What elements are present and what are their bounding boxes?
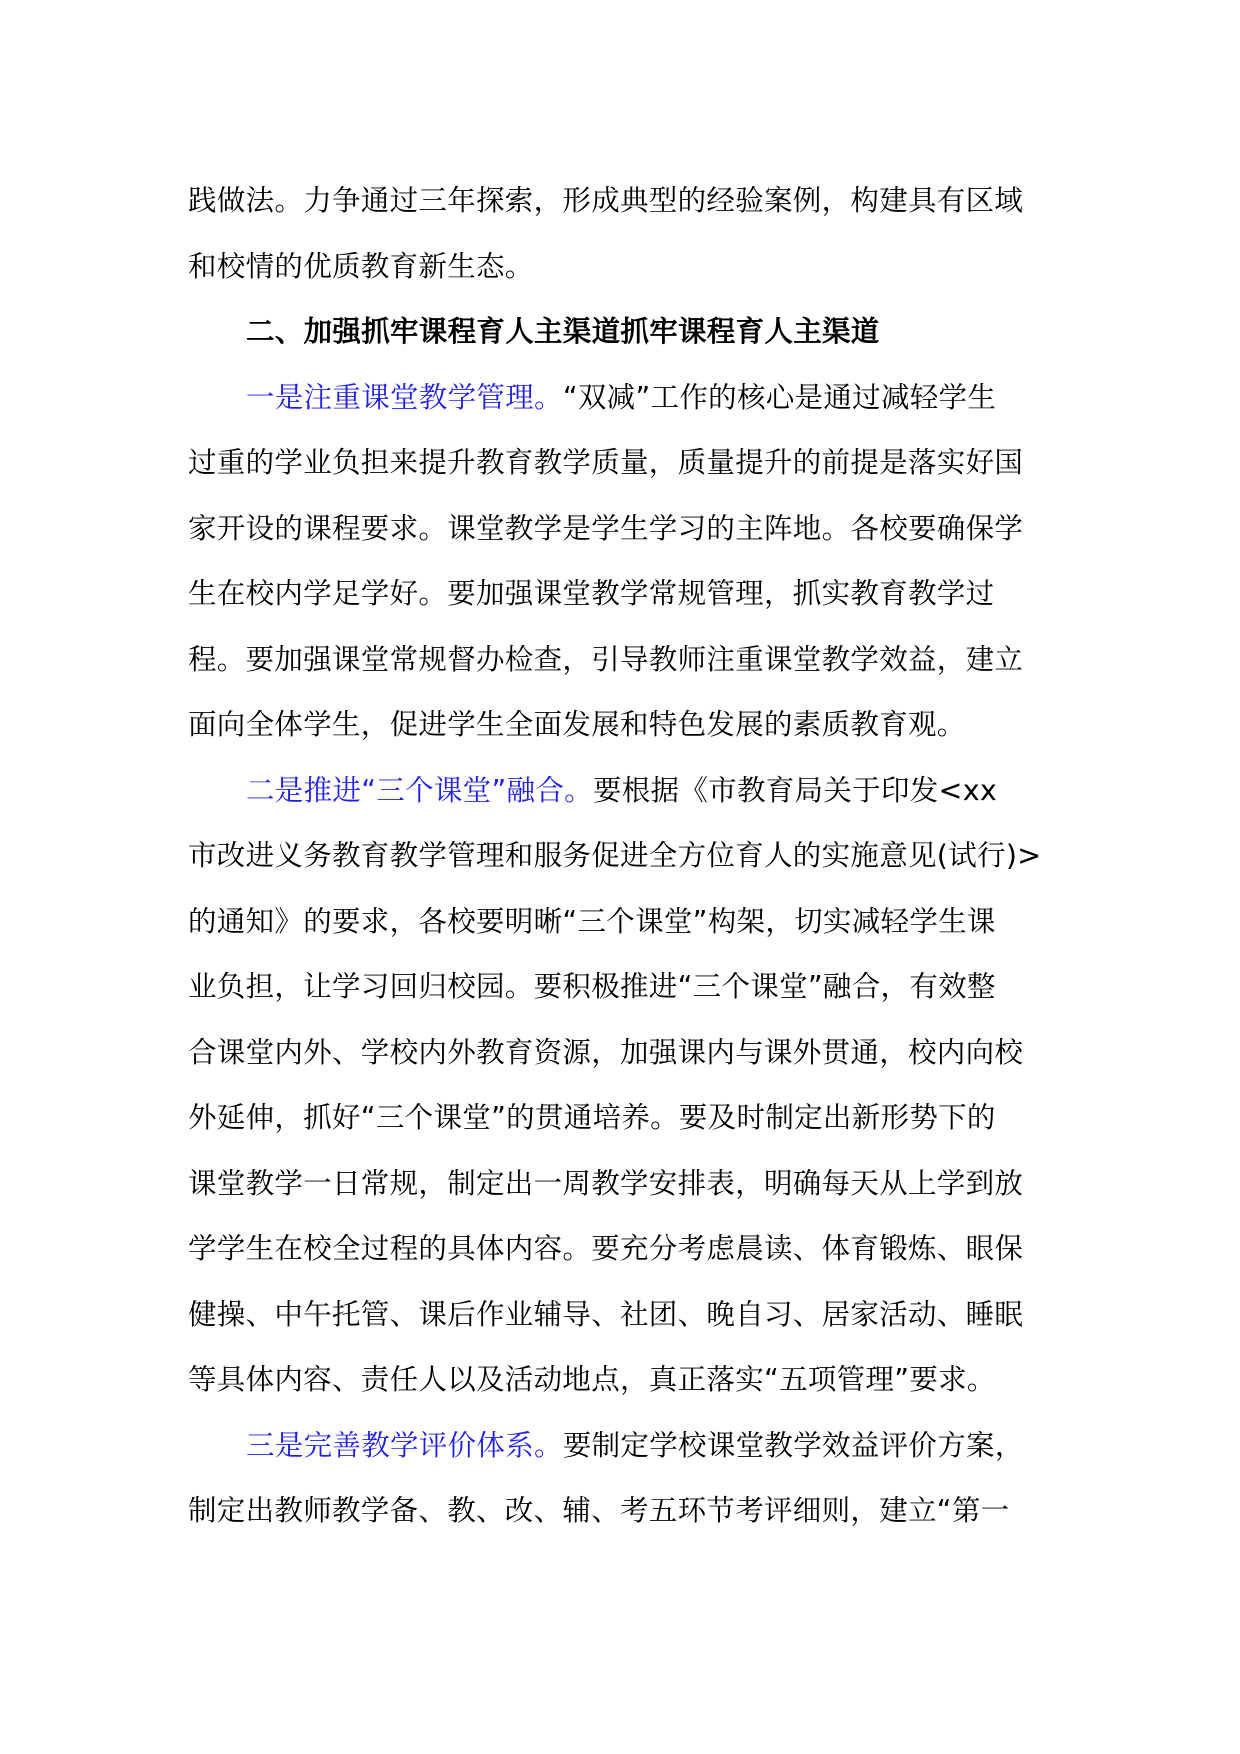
section-heading: 二、加强抓牢课程育人主渠道抓牢课程育人主渠道 <box>246 315 880 348</box>
paragraph-3-lead: 三是完善教学评价体系。 <box>246 1428 563 1462</box>
paragraph-2-line: 市改进义务教育教学管理和服务促进全方位育人的实施意见(试行)> <box>188 839 1042 872</box>
paragraph-1-line: 过重的学业负担来提升教育教学质量，质量提升的前提是落实好国 <box>188 446 1024 479</box>
paragraph-1-text: “双减”工作的核心是通过减轻学生 <box>562 380 997 414</box>
intro-line: 践做法。力争通过三年探索，形成典型的经验案例，构建具有区域 <box>188 184 1024 217</box>
intro-line: 和校情的优质教育新生态。 <box>188 249 534 283</box>
paragraph-1-line: 面向全体学生，促进学生全面发展和特色发展的素质教育观。 <box>188 708 966 741</box>
document-body <box>188 168 1048 1544</box>
paragraph-1-line: 生在校内学足学好。要加强课堂教学常规管理，抓实教育教学过 <box>188 577 995 610</box>
paragraph-1-first-line <box>188 365 1048 431</box>
paragraph-2-line: 健操、中午托管、课后作业辅导、社团、晚自习、居家活动、睡眠 <box>188 1297 1024 1331</box>
paragraph-2-line: 合课堂内外、学校内外教育资源，加强课内与课外贯通，校内向校 <box>188 1035 1024 1069</box>
paragraph-3-line: 制定出教师教学备、教、改、辅、考五环节考评细则，建立“第一 <box>188 1494 1010 1527</box>
paragraph-2-line: 外延伸，抓好“三个课堂”的贯通培养。要及时制定出新形势下的 <box>188 1101 996 1134</box>
paragraph-2-first-line <box>188 758 1048 824</box>
paragraph-2-line: 等具体内容、责任人以及活动地点，真正落实“五项管理”要求。 <box>188 1363 996 1396</box>
paragraph-1-line: 程。要加强课堂常规督办检查，引导教师注重课堂教学效益，建立 <box>188 642 1024 676</box>
paragraph-3-first-line <box>188 1413 1048 1479</box>
paragraph-2-lead: 二是推进“三个课堂”融合。 <box>246 773 593 807</box>
paragraph-2-line: 的通知》的要求，各校要明晰“三个课堂”构架，切实减轻学生课 <box>188 904 996 938</box>
paragraph-2-line: 课堂教学一日常规，制定出一周教学安排表，明确每天从上学到放 <box>188 1166 1024 1200</box>
paragraph-1-line: 家开设的课程要求。课堂教学是学生学习的主阵地。各校要确保学 <box>188 511 1024 545</box>
paragraph-2-line: 业负担，让学习回归校园。要积极推进“三个课堂”融合，有效整 <box>188 970 996 1003</box>
paragraph-3-text: 要制定学校课堂教学效益评价方案， <box>562 1428 1024 1462</box>
paragraph-2-line: 学学生在校全过程的具体内容。要充分考虑晨读、体育锻炼、眼保 <box>188 1232 1024 1265</box>
paragraph-2-text: 要根据《市教育局关于印发<xx <box>592 773 998 807</box>
paragraph-1-lead: 一是注重课堂教学管理。 <box>246 380 563 414</box>
